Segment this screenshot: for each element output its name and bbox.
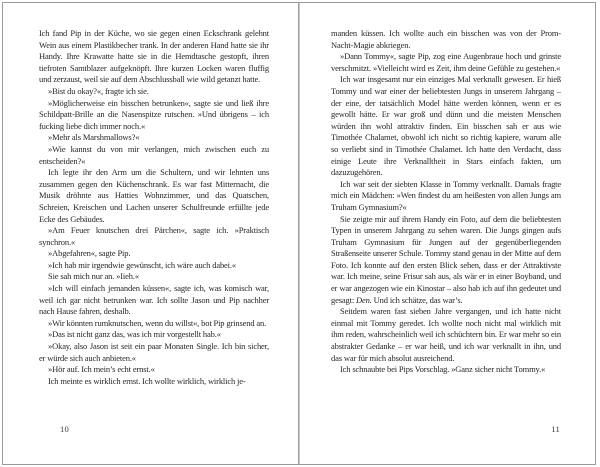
paragraph: »Okay, also Jason ist seit ein paar Monaten Single. Ich bin sicher, er würde sich auch anbieten.« — [39, 341, 269, 363]
paragraph: »Wie kannst du von mir verlangen, mich zwischen euch zu entscheiden?« — [39, 143, 269, 166]
page-number: 10 — [60, 424, 69, 434]
paragraph: Sie sah mich nur an. »Iieh.« — [48, 271, 139, 282]
page-right-text-column — [331, 28, 561, 376]
paragraph: »Das ist nicht ganz das, was ich mir vorgestellt hab.« — [48, 329, 221, 340]
paragraph: »Wir könnten rumknutschen, wenn du willst«, bot Pip grinsend an. — [48, 317, 267, 328]
paragraph: Ich meinte es wirklich ernst. Ich wollte wirklich, wirklich je- — [48, 375, 246, 386]
paragraph: »Ich will einfach jemanden küssen«, sagte ich, was komisch war, weil ich gar nicht betrunken war. Ich sollte Jason und Pip nachher nach Hause fahren, deshalb. — [39, 283, 269, 317]
paragraph: »Abgefahren«, sagte Pip. — [48, 248, 131, 259]
paragraph: »Dann Tommy«, sagte Pip, zog eine Augenbraue hoch und grinste verschmitzt. »Vielleicht wird es Zeit, ihm deine Gefühle zu gestehen.« — [331, 51, 561, 73]
paragraph: »Bist du okay?«, fragte ich sie. — [48, 85, 149, 96]
page-left-text-column — [39, 28, 269, 387]
page-right — [300, 3, 595, 464]
paragraph: Ich schnaubte bei Pips Vorschlag. »Ganz sicher nicht Tommy.« — [340, 364, 546, 375]
paragraph: Ich war insgesamt nur ein einziges Mal verknallt gewesen. Er hieß Tommy und war einer der beliebtesten Jungs in unserem Jahrgang – der eine, der tatsächlich Model hätte werden können, wenn er es gewollt hätte. Er war groß und dünn und die meisten Menschen würden ihn wohl attraktiv finden. Ein bisschen sah er aus wie Timothée Chalamet, obwohl ich nicht so richtig kapiere, warum alle so verliebt sind in Timothée Chalamet. Ich hatte den Verdacht, dass einige Leute ihre Verknalltheit in Stars einfach fakten, um dazuzugehören. — [331, 74, 561, 178]
emphasized-word: Den. — [356, 294, 372, 305]
paragraph: Ich war seit der siebten Klasse in Tommy verknallt. Damals fragte mich ein Mädchen: »Wen findest du am heißesten von allen Jungs am Truham Gymnasium?« — [331, 178, 561, 212]
page-left — [3, 3, 298, 464]
book-spread — [2, 2, 596, 465]
page-number: 11 — [551, 424, 560, 434]
paragraph: Ich legte ihr den Arm um die Schultern, und wir lehnten uns zusammen gegen den Küchenschrank. Es war fast Mitternacht, die Musik dröhnte aus Hatties Wohnzimmer, und das Quatschen, Schreien, Kreischen und Lachen unserer Schulfreunde erfüllte jede Ecke des Gebäudes. — [39, 167, 269, 224]
paragraph: manden küssen. Ich wollte auch ein bisschen was von der Prom-Nacht-Magie abkriegen. — [331, 28, 561, 50]
paragraph-text: Und ich schätze, das war’s. — [371, 294, 463, 305]
paragraph: »Am Feuer knutschen drei Pärchen«, sagte ich. »Praktisch synchron.« — [39, 225, 269, 247]
paragraph — [331, 214, 561, 307]
paragraph: »Ich hab mir irgendwie gewünscht, ich wäre auch dabei.« — [48, 259, 236, 270]
paragraph: »Mehr als Marshmallows?« — [48, 132, 140, 143]
paragraph-text: Sie zeigte mir auf ihrem Handy ein Foto, auf dem die beliebtesten Typen in unserem Jahrgang zu sehen waren. Die Jungs gingen aufs Truham Gymnasium für Jungen auf der gegenüberliegenden Straßenseite unserer Schule. Tommy stand genau in der Mitte auf dem Foto. Ich konnte auf den ersten Blick sehen, dass er der Attraktivste war. Ich meine, seine Frisur sah aus, als wär er in einer Boyband, und er war angezogen wie ein Kinostar – also hab ich auf ihn gedeutet und gesagt: — [331, 213, 561, 305]
paragraph: »Möglicherweise ein bisschen betrunken«, sagte sie und ließ ihre Schildpatt-Brille an die Nasenspitze rutschen. »Und übrigens – ich fucking liebe dich immer noch.« — [39, 97, 269, 131]
paragraph: Seitdem waren fast sieben Jahre vergangen, und ich hatte nicht einmal mit Tommy geredet. Ich wollte noch nicht mal wirklich mit ihm reden, wahrscheinlich weil ich schüchtern bin. Er war mehr so ein abstrakter Gedanke – er war heiß, und ich war verknallt in ihn, und das war für mich absolut ausreichend. — [331, 306, 561, 363]
paragraph: Ich fand Pip in der Küche, wo sie gegen einen Eckschrank gelehnt Wein aus einem Plastikbecher trank. In der anderen Hand hatte sie ihr Handy. Ihre Krawatte hatte sie in die Hemdtasche gestopft, ihren tiefroten Samtblazer aufgeknöpft. Ihre kurzen Locken waren fluffig und zerzaust, weil sie auf dem Abschlussball wie wild getanzt hatte. — [39, 28, 269, 85]
paragraph: »Hör auf. Ich mein’s echt ernst.« — [48, 364, 155, 375]
